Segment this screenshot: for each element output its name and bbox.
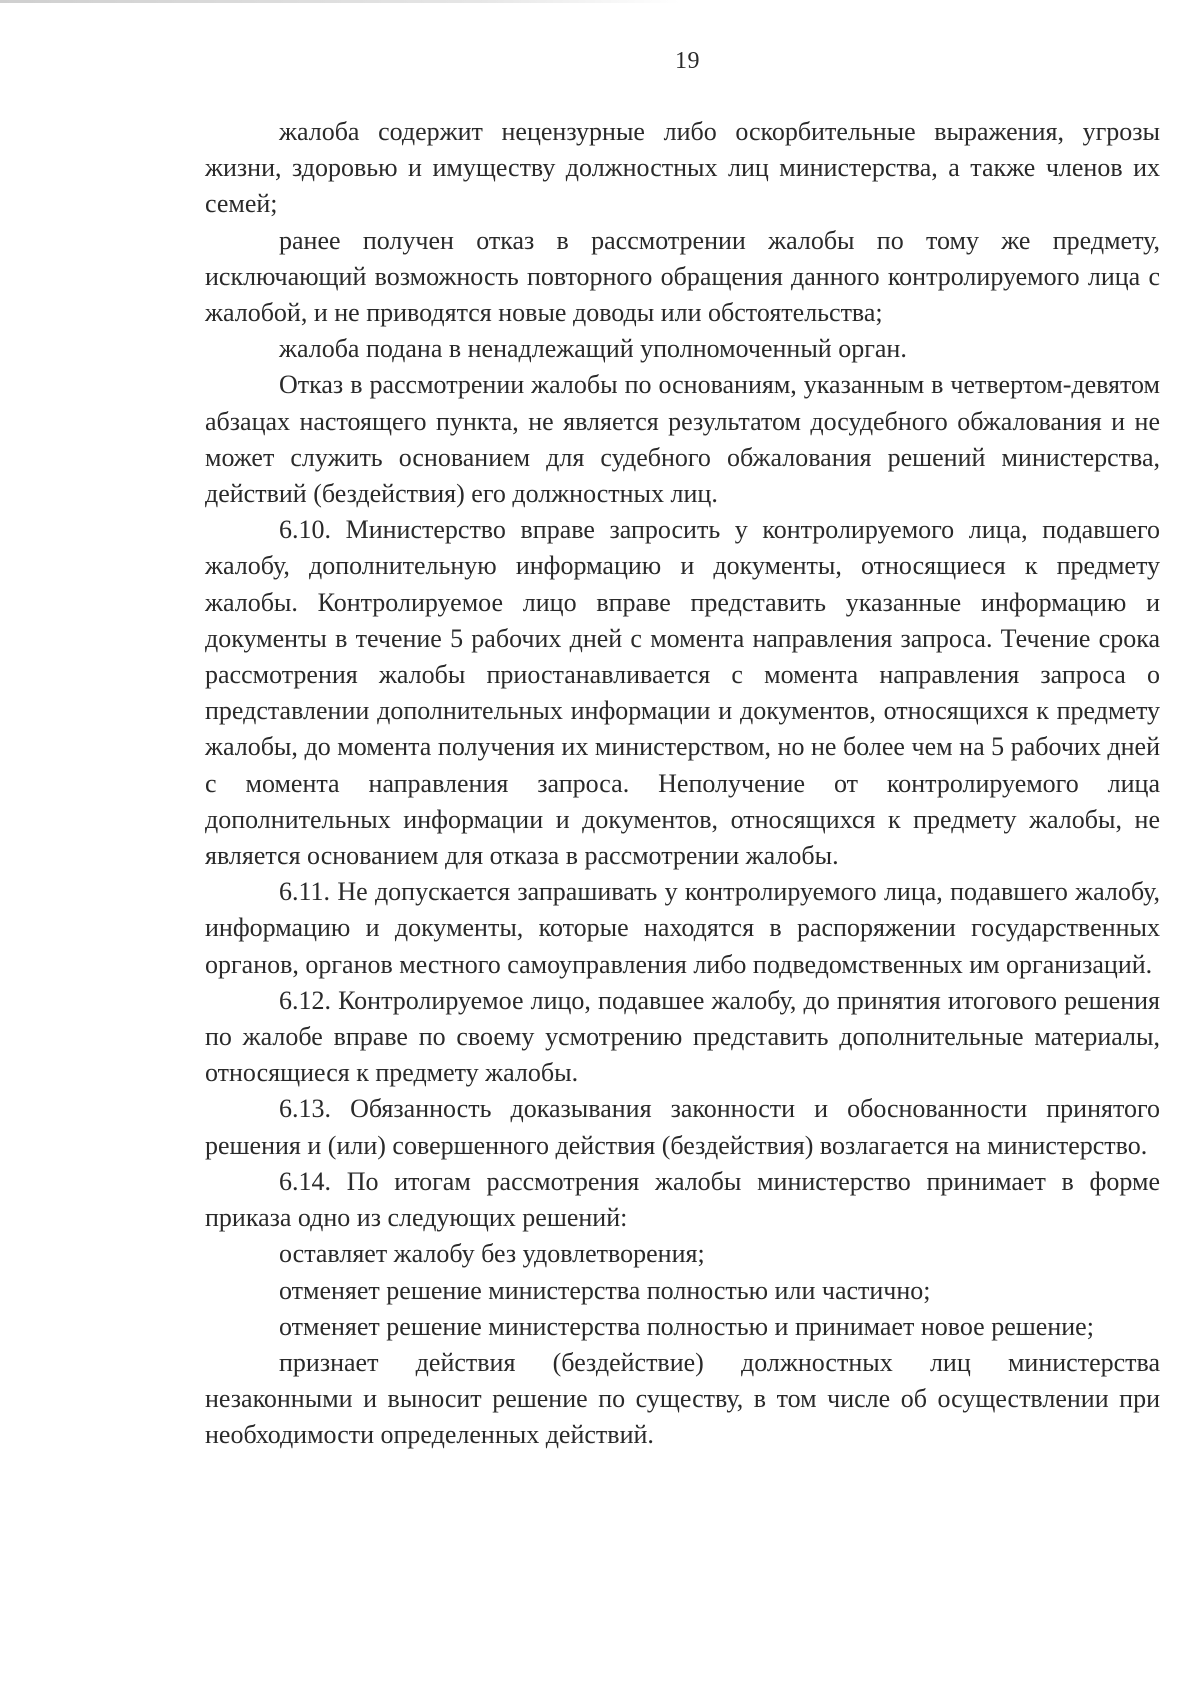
paragraph-improper-authority: жалоба подана в ненадлежащий уполномоченный орган.: [279, 334, 907, 364]
paragraph-obscene-content: жалоба содержит нецензурные либо оскорбительные выражения, угрозы жизни, здоровью и имуществу должностных лиц министерства, а также членов их семей;: [205, 117, 1160, 219]
paragraph-clause-6-11: 6.11. Не допускается запрашивать у контролируемого лица, подавшего жалобу, информацию и документы, которые находятся в распоряжении государственных органов, органов местного самоуправления либо подведомственных им организаций.: [205, 877, 1160, 979]
page-number: 19: [675, 48, 700, 74]
paragraph-clause-6-13: 6.13. Обязанность доказывания законности и обоснованности принятого решения и (или) совершенного действия (бездействия) возлагается на министерство.: [205, 1094, 1160, 1160]
paragraph-clause-6-10: 6.10. Министерство вправе запросить у контролируемого лица, подавшего жалобу, дополнительную информацию и документы, относящиеся к предмету жалобы. Контролируемое лицо вправе представить указанные информацию и документы в течение 5 рабочих дней с момента направления запроса. Течение срока рассмотрения жалобы приостанавливается с момента направления запроса о представлении дополнительных информации и документов, относящихся к предмету жалобы, до момента получения их министерством, но не более чем на 5 рабочих дней с момента направления запроса. Неполучение от контролируемого лица дополнительных информации и документов, относящихся к предмету жалобы, не является основанием для отказа в рассмотрении жалобы.: [205, 515, 1160, 871]
decision-item-cancel-new-decision: отменяет решение министерства полностью и принимает новое решение;: [279, 1311, 1094, 1341]
paragraph-clause-6-14: 6.14. По итогам рассмотрения жалобы министерство принимает в форме приказа одно из следующих решений:: [205, 1166, 1160, 1233]
decision-item-declare-unlawful: признает действия (бездействие) должностных лиц министерства незаконными и выносит решение по существу, в том числе об осуществлении при необходимости определенных действий.: [205, 1347, 1160, 1450]
decision-item-cancel-partially: отменяет решение министерства полностью или частично;: [279, 1275, 931, 1305]
decision-item-leave-unsatisfied: оставляет жалобу без удовлетворения;: [279, 1239, 705, 1269]
document-body: [205, 114, 1160, 1454]
paragraph-previous-refusal: ранее получен отказ в рассмотрении жалобы по тому же предмету, исключающий возможность повторного обращения данного контролируемого лица с жалобой, и не приводятся новые доводы или обстоятельства;: [205, 225, 1160, 328]
paragraph-refusal-consequence: Отказ в рассмотрении жалобы по основаниям, указанным в четвертом-девятом абзацах настоящего пункта, не является результатом досудебного обжалования и не может служить основанием для судебного обжалования решений министерства, действий (бездействия) его должностных лиц.: [205, 370, 1160, 509]
scan-edge-line: [0, 0, 680, 3]
paragraph-clause-6-12: 6.12. Контролируемое лицо, подавшее жалобу, до принятия итогового решения по жалобе вправе по своему усмотрению представить дополнительные материалы, относящиеся к предмету жалобы.: [205, 985, 1160, 1088]
